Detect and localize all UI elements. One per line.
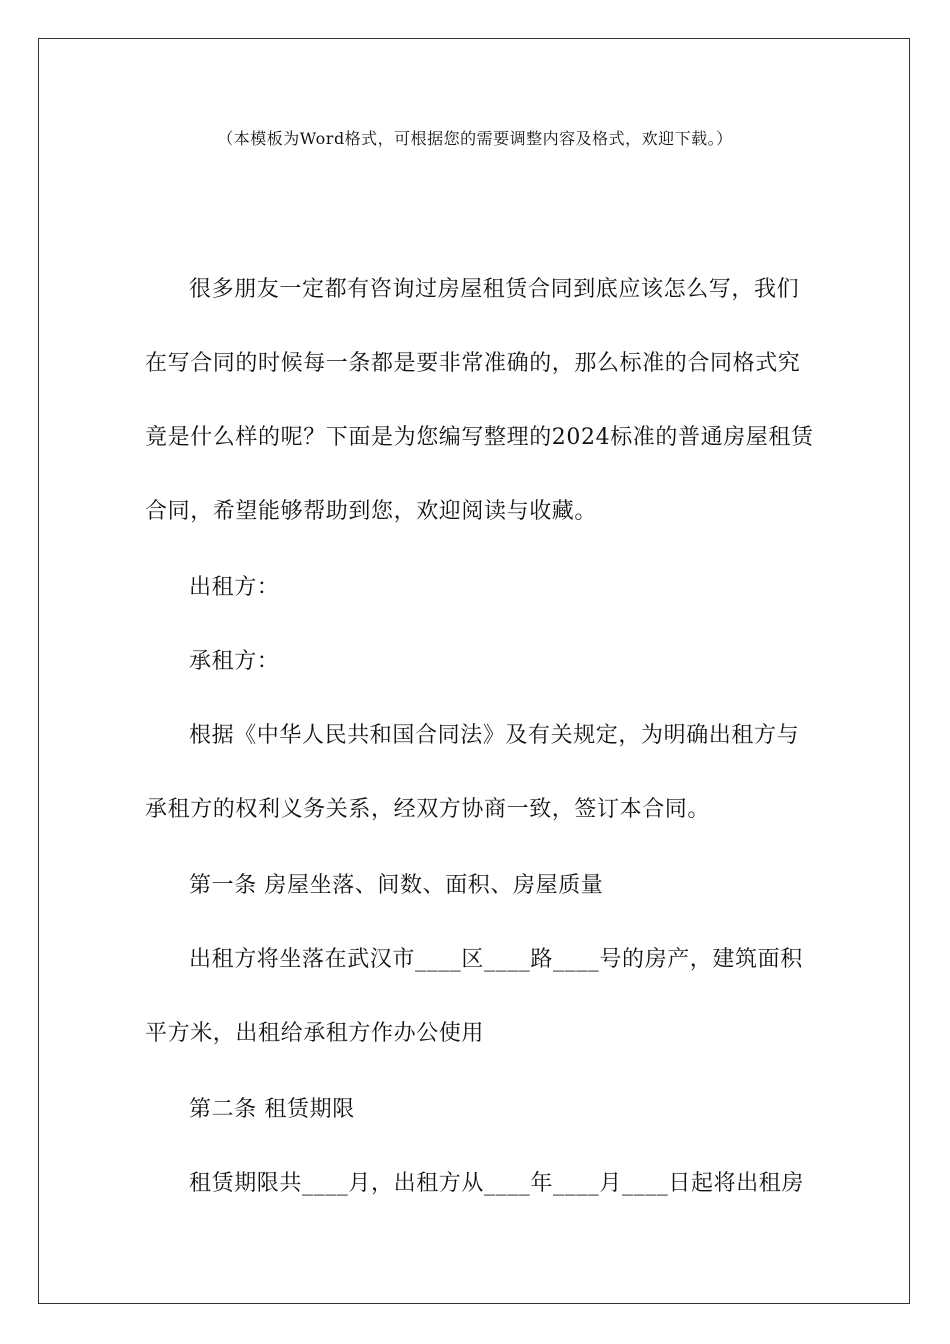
article-1-line-2: 平方米，出租给承租方作办公使用	[145, 1021, 485, 1046]
intro-line-1: 很多朋友一定都有咨询过房屋租赁合同到底应该怎么写，我们	[189, 277, 800, 302]
basis-line-1: 根据《中华人民共和国合同法》及有关规定，为明确出租方与	[189, 723, 800, 748]
article-2-line-1: 租赁期限共____月，出租方从____年____月____日起将出租房	[189, 1171, 805, 1196]
article-1-heading: 第一条 房屋坐落、间数、面积、房屋质量	[189, 873, 604, 898]
intro-line-2: 在写合同的时候每一条都是要非常准确的，那么标准的合同格式究	[145, 351, 801, 376]
intro-line-4: 合同，希望能够帮助到您，欢迎阅读与收藏。	[145, 499, 598, 524]
template-note: （本模板为Word格式，可根据您的需要调整内容及格式，欢迎下载。）	[217, 129, 733, 148]
basis-line-2: 承租方的权利义务关系，经双方协商一致，签订本合同。	[145, 797, 711, 822]
intro-line-3: 竟是什么样的呢？下面是为您编写整理的2024标准的普通房屋租赁	[145, 425, 814, 450]
lessor-label: 出租方：	[189, 575, 280, 600]
article-2-heading: 第二条 租赁期限	[189, 1097, 355, 1122]
article-1-line-1: 出租方将坐落在武汉市____区____路____号的房产，建筑面积	[189, 947, 803, 972]
lessee-label: 承租方：	[189, 649, 280, 674]
